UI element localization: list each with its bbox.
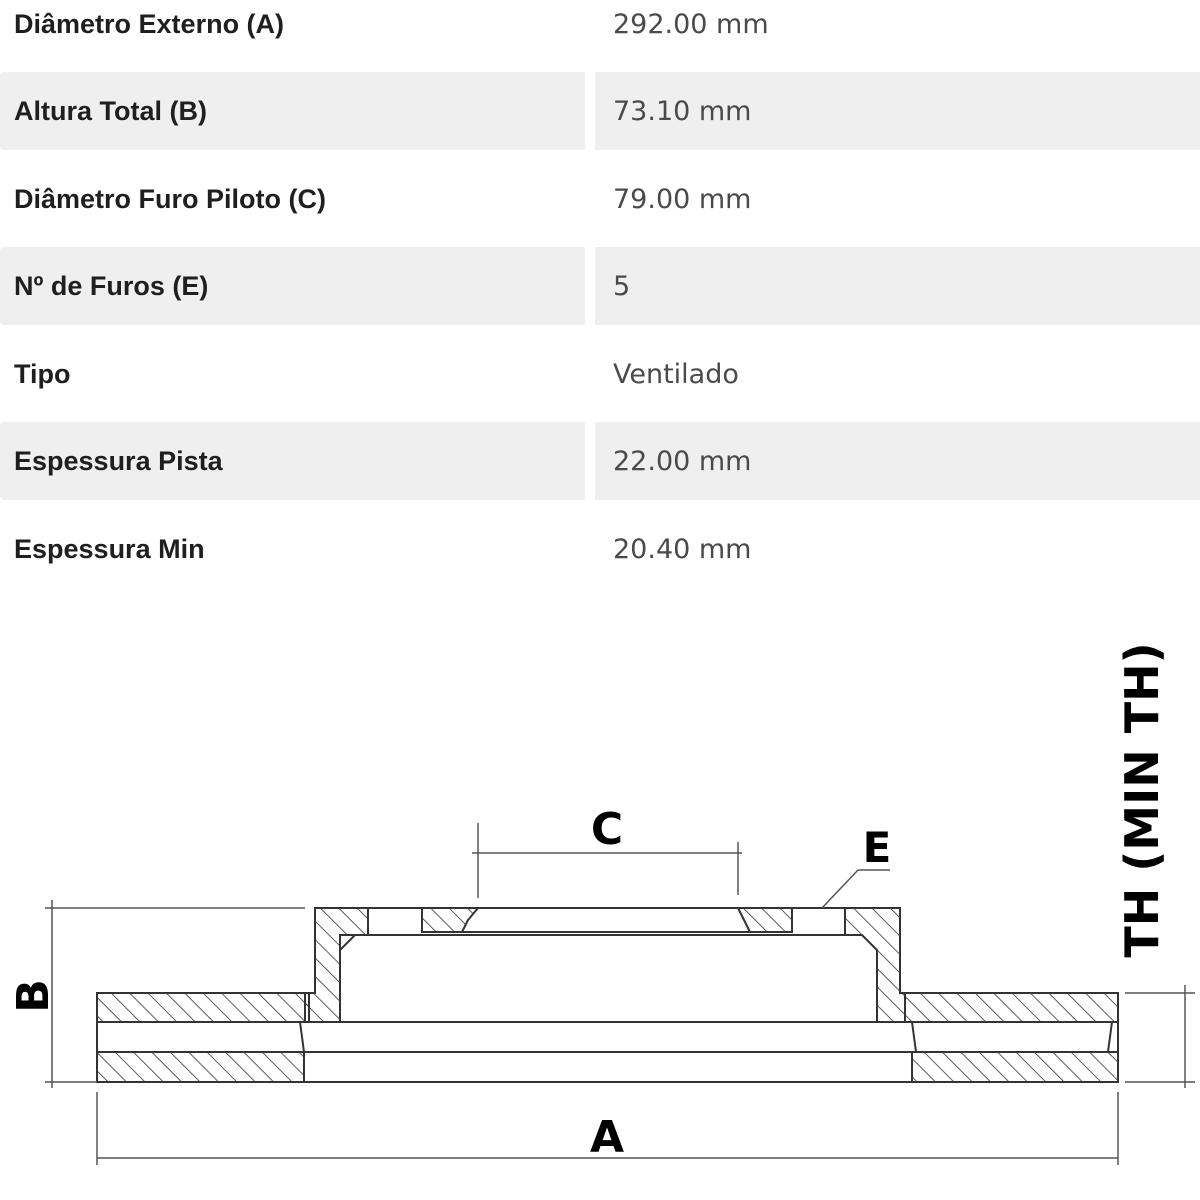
spec-value: 73.10 mm	[595, 72, 1200, 150]
spec-value: 20.40 mm	[613, 533, 752, 565]
dimension-label-b: B	[8, 979, 59, 1013]
spec-label: Nº de Furos (E)	[0, 247, 585, 325]
spec-value: 5	[595, 247, 1200, 325]
dimension-label-c: C	[590, 804, 624, 855]
spec-label: Espessura Min	[14, 533, 205, 564]
spec-label: Altura Total (B)	[0, 72, 585, 150]
spec-row-type	[0, 335, 1200, 413]
dimension-label-th: TH (MIN TH)	[1115, 642, 1169, 958]
spec-value: Ventilado	[613, 358, 739, 390]
spec-value: 79.00 mm	[613, 183, 752, 215]
spec-value: 22.00 mm	[595, 422, 1200, 500]
spec-row-track-thickness	[0, 422, 1200, 500]
spec-row-external-diameter	[0, 0, 1200, 63]
spec-label: Espessura Pista	[0, 422, 585, 500]
brake-disc-cross-section-diagram	[0, 600, 1200, 1200]
spec-label: Tipo	[14, 358, 71, 389]
spec-value: 292.00 mm	[613, 8, 769, 40]
spec-row-min-thickness	[0, 510, 1200, 588]
dimension-label-a: A	[589, 1112, 625, 1163]
spec-row-pilot-hole-diameter	[0, 160, 1200, 238]
dimension-label-e: E	[862, 823, 892, 872]
spec-label: Diâmetro Externo (A)	[14, 8, 285, 39]
spec-row-total-height	[0, 72, 1200, 150]
spec-row-hole-count	[0, 247, 1200, 325]
spec-label: Diâmetro Furo Piloto (C)	[14, 183, 326, 214]
